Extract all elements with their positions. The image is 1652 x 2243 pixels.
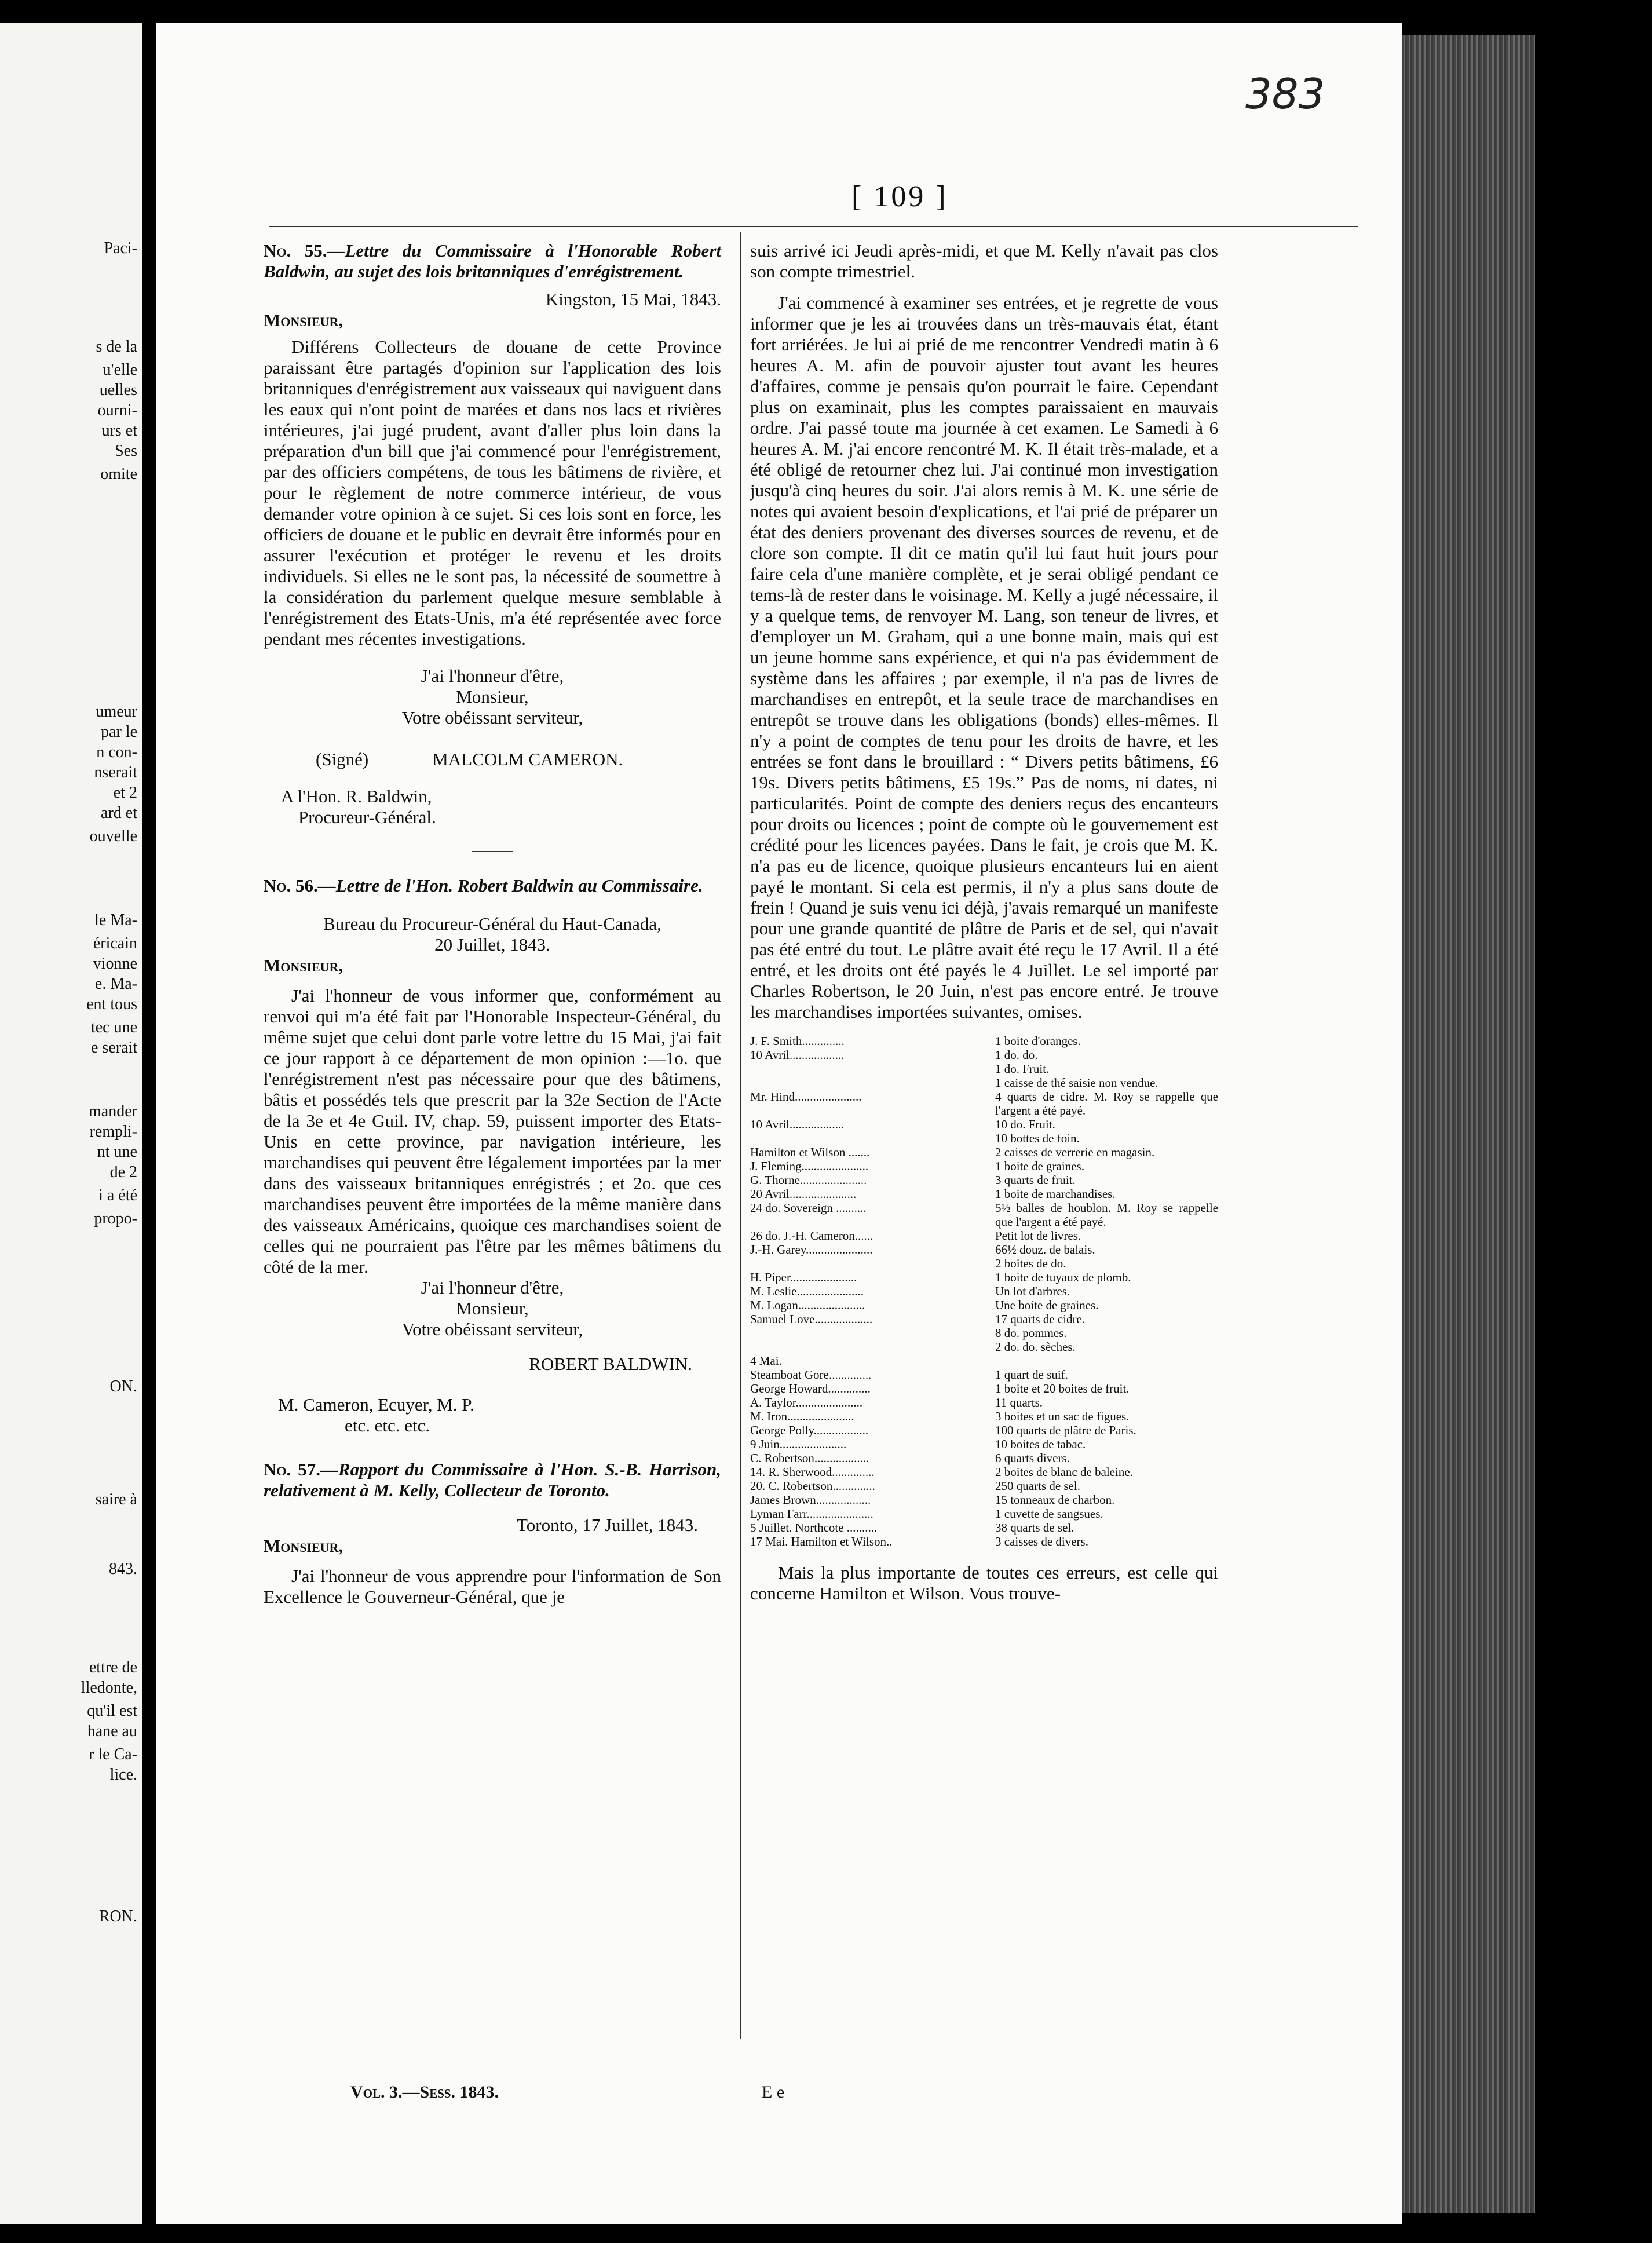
ledger-goods: 11 quarts. <box>995 1396 1043 1409</box>
facing-page-text-fragment: tec une <box>90 1018 137 1036</box>
ledger-importer: Hamilton et Wilson ....... <box>750 1145 870 1159</box>
ledger-goods: 1 boite et 20 boites de fruit. <box>995 1382 1130 1396</box>
ledger-importer: J. Fleming...................... <box>750 1159 869 1173</box>
ledger-row <box>750 1465 1218 1479</box>
ledger-goods: 100 quarts de plâtre de Paris. <box>995 1423 1136 1437</box>
ledger-row <box>750 1493 1218 1507</box>
ledger-goods: 10 boites de tabac. <box>995 1437 1086 1451</box>
ledger-importer <box>750 1340 995 1354</box>
ledger-importer: George Howard.............. <box>750 1382 871 1396</box>
ledger-row <box>750 1159 1218 1173</box>
ledger-importer: 17 Mai. Hamilton et Wilson.. <box>750 1535 893 1548</box>
ledger-importer: C. Robertson.................. <box>750 1451 869 1465</box>
ledger-row <box>750 1354 1218 1368</box>
ledger-row <box>750 1521 1218 1535</box>
letter-55-salutation: Monsieur, <box>264 310 343 330</box>
ledger-importer: M. Iron...................... <box>750 1409 854 1423</box>
facing-page-text-fragment: e serait <box>90 1039 137 1057</box>
binding-gutter <box>142 23 156 2224</box>
facing-page-text-fragment: r le Ca- <box>89 1745 137 1763</box>
omitted-goods-table <box>750 1034 1218 1548</box>
facing-page-text-fragment: omite <box>100 465 137 483</box>
ledger-importer: M. Logan...................... <box>750 1298 865 1312</box>
ledger-row <box>750 1507 1218 1521</box>
facing-page-text-fragment: ON. <box>109 1378 137 1396</box>
facing-page-text-fragment: rempli- <box>89 1123 137 1141</box>
ledger-importer <box>750 1062 995 1076</box>
ledger-goods: 1 boite de marchandises. <box>995 1187 1116 1201</box>
ledger-importer: J. F. Smith.............. <box>750 1034 845 1048</box>
ledger-row <box>750 1173 1218 1187</box>
facing-page-text-fragment: Ses <box>115 442 137 460</box>
ledger-body <box>750 1034 1218 1548</box>
letter-55-closing: J'ai l'honneur d'être, <box>421 666 564 686</box>
ledger-row <box>750 1090 1218 1117</box>
ledger-goods: 1 caisse de thé saisie non vendue. <box>995 1076 1158 1090</box>
ledger-goods: 2 do. do. sèches. <box>995 1340 1076 1354</box>
ledger-row <box>750 1326 1218 1340</box>
volume-label: Vol. 3.—Sess. 1843. <box>350 2083 499 2102</box>
facing-page-text-fragment: ourni- <box>97 401 137 419</box>
letter-55-recipient: A l'Hon. R. Baldwin, <box>281 786 432 806</box>
letter-55-signature-line <box>264 749 721 770</box>
facing-page-text-fragment: qu'il est <box>87 1702 137 1720</box>
ledger-row <box>750 1396 1218 1409</box>
ledger-row <box>750 1409 1218 1423</box>
ledger-importer: 20 Avril...................... <box>750 1187 857 1201</box>
ledger-goods: 5½ balles de houblon. M. Roy se rappelle que l'argent a été payé. <box>995 1201 1218 1229</box>
ledger-importer: 26 do. J.-H. Cameron...... <box>750 1229 873 1243</box>
ledger-goods: 4 quarts de cidre. M. Roy se rappelle que l'argent a été payé. <box>995 1090 1218 1117</box>
ledger-row <box>750 1187 1218 1201</box>
facing-page-text-fragment: nt une <box>97 1143 137 1161</box>
facing-page-text-fragment: urs et <box>101 422 137 440</box>
ledger-importer: Lyman Farr...................... <box>750 1507 873 1521</box>
letter-56-title: No. 56.—Lettre de l'Hon. Robert Baldwin au Commissaire. <box>264 875 703 896</box>
ledger-goods: 10 do. Fruit. <box>995 1117 1055 1131</box>
ledger-goods: 15 tonneaux de charbon. <box>995 1493 1115 1507</box>
ledger-importer: 9 Juin...................... <box>750 1437 847 1451</box>
ledger-importer: 5 Juillet. Northcote .......... <box>750 1521 878 1535</box>
ledger-goods: 38 quarts de sel. <box>995 1521 1074 1535</box>
letter-56-closing: J'ai l'honneur d'être, <box>421 1277 564 1298</box>
ledger-row <box>750 1298 1218 1312</box>
letter-57-body: J'ai l'honneur de vous apprendre pour l'information de Son Excellence le Gouverneur-Général, que je <box>264 1566 721 1607</box>
separator <box>472 851 513 852</box>
ledger-importer <box>750 1131 995 1145</box>
ledger-row <box>750 1312 1218 1326</box>
ledger-goods: 1 boite de graines. <box>995 1159 1084 1173</box>
volume-footer <box>350 2083 499 2102</box>
facing-page-text-fragment: ent tous <box>86 995 137 1013</box>
ledger-importer: James Brown.................. <box>750 1493 871 1507</box>
ledger-importer: George Polly.................. <box>750 1423 869 1437</box>
ledger-row <box>750 1256 1218 1270</box>
facing-page-text-fragment: lledonte, <box>81 1679 137 1697</box>
facing-page-text-fragment: lice. <box>109 1766 137 1784</box>
facing-page-text-fragment: s de la <box>96 338 137 356</box>
ledger-row <box>750 1535 1218 1548</box>
ledger-row <box>750 1076 1218 1090</box>
ledger-goods: 8 do. pommes. <box>995 1326 1067 1340</box>
ledger-importer <box>750 1256 995 1270</box>
ledger-goods: 1 boite d'oranges. <box>995 1034 1081 1048</box>
facing-page-text-fragment: le Ma- <box>94 911 137 929</box>
ledger-goods: 1 boite de tuyaux de plomb. <box>995 1270 1131 1284</box>
facing-page-text-fragment: et 2 <box>113 784 137 802</box>
ledger-importer: 24 do. Sovereign .......... <box>750 1201 867 1215</box>
ledger-importer: G. Thorne...................... <box>750 1173 867 1187</box>
ledger-row <box>750 1451 1218 1465</box>
letter-56-recipient: M. Cameron, Ecuyer, M. P. <box>278 1394 474 1415</box>
ledger-importer: A. Taylor...................... <box>750 1396 863 1409</box>
ledger-row <box>750 1423 1218 1437</box>
ledger-goods: 250 quarts de sel. <box>995 1479 1080 1493</box>
ledger-row <box>750 1062 1218 1076</box>
ledger-goods: 1 cuvette de sangsues. <box>995 1507 1103 1521</box>
ledger-goods: 17 quarts de cidre. <box>995 1312 1086 1326</box>
letter-55-closing-3: Votre obéissant serviteur, <box>401 707 583 728</box>
letter-57-continuation: suis arrivé ici Jeudi après-midi, et que M. Kelly n'avait pas clos son compte trimestriel. <box>750 240 1218 282</box>
facing-page-text-fragment: éricain <box>93 934 137 952</box>
ledger-importer: 4 Mai. <box>750 1354 782 1368</box>
ledger-goods: 1 do. Fruit. <box>995 1062 1050 1076</box>
ledger-row <box>750 1243 1218 1256</box>
column-divider <box>740 232 741 2039</box>
letter-55-closing-2: Monsieur, <box>456 686 529 707</box>
letter-56-closing-2: Monsieur, <box>456 1298 529 1318</box>
facing-page-text-fragment: hane au <box>87 1722 137 1740</box>
letter-55-title: No. 55.—Lettre du Commissaire à l'Honorable Robert Baldwin, au sujet des lois britanniques d'enrégistrement. <box>264 240 721 282</box>
letter-56-body: J'ai l'honneur de vous informer que, conformément au renvoi qui m'a été fait par l'Honorable Inspecteur-Général, du même sujet que celui dont parle votre lettre du 15 Mai, j'ai fait ce jour rapport à ce département de mon opinion :—1o. que l'enrégistrement n'est pas nécessaire pour que des bâtimens, bâtis et possédés tels que prescrit par la 32e Section de l'Acte de la 3e et 4e Guil. IV, chap. 59, puissent importer des Etats-Unis en cette province, par navigation intérieure, les marchandises qui peuvent être légalement importées par la mer dans des vaisseaux britanniques enrégistrés ; et 2o. que ces marchandises peuvent être importées de la même manière dans des vaisseaux Américains, quoique ces marchandises soient de celles qui ne pourraient pas l'être par les mêmes bâtimens du côté de la mer. <box>264 985 721 1277</box>
ledger-row <box>750 1201 1218 1229</box>
ledger-goods: 10 bottes de foin. <box>995 1131 1080 1145</box>
facing-page-fragment <box>0 23 142 2224</box>
ledger-importer: J.-H. Garey...................... <box>750 1243 873 1256</box>
ledger-row <box>750 1048 1218 1062</box>
ledger-importer: 10 Avril.................. <box>750 1117 845 1131</box>
ledger-goods: 1 do. do. <box>995 1048 1038 1062</box>
facing-page-text-fragment: par le <box>101 723 137 741</box>
ledger-row <box>750 1229 1218 1243</box>
header-rule <box>269 226 1358 228</box>
ledger-importer: Steamboat Gore.............. <box>750 1368 872 1382</box>
ledger-goods: 2 caisses de verrerie en magasin. <box>995 1145 1155 1159</box>
facing-page-text-fragment: umeur <box>96 703 137 721</box>
ledger-importer <box>750 1076 995 1090</box>
ledger-row <box>750 1131 1218 1145</box>
letter-57-salutation: Monsieur, <box>264 1536 343 1556</box>
letter-55-place-date: Kingston, 15 Mai, 1843. <box>545 289 721 309</box>
facing-page-text-fragment: Paci- <box>104 239 137 257</box>
letter-57-paragraph: J'ai commencé à examiner ses entrées, et je regrette de vous informer que je les ai trouvées dans un très-mauvais état, étant fort arriérées. Je lui ai prié de me rencontrer Vendredi matin à 6 heures A. M. afin de pouvoir ajuster tout avant les heures d'affaires, comme je pensais qu'on pourrait le faire. Cependant plus on examinait, plus les comptes paraissaient en mauvais ordre. J'ai passé toute ma journée à cet examen. Le Samedi à 6 heures A. M. j'ai encore rencontré M. K. Il était très-malade, et a été obligé de retourner chez lui. J'ai continué mon investigation jusqu'à cinq heures du soir. J'ai alors remis à M. K. une série de notes qui avaient besoin d'explications, et l'ai prié de préparer un état des deniers provenant des diverses sources de revenu, et de clore son compte. Il dit ce matin qu'il lui faut huit jours pour faire cela d'une manière complète, et je serai obligé pendant ce tems-là de rester dans le voisinage. M. Kelly a jugé nécessaire, il y a quelque tems, de renvoyer M. Lang, son teneur de livres, et d'employer un M. Graham, qui a une bonne main, mais qui est un jeune homme sans expérience, et qui n'a pas évidemment de système dans les affaires ; par exemple, il n'a pas de livres de marchandises en entrepôt, et la seule trace de marchandises en entrepôt se trouve dans les obligations (bonds) elles-mêmes. Il n'y a point de comptes de tenu pour les droits de havre, et les entrées se font dans le brouillard : “ Divers petits bâtimens, £6 19s. Divers petits bâtimens, £5 19s.” Pas de noms, ni dates, ni particularités. Point de compte des deniers reçus des encanteurs pour droits ou licences ; point de compte où le gouvernement est crédité pour les licences payées. Dans le fait, je crois que M. K. n'a pas eu de licence, quoique plusieurs encanteurs lui en aient payé le montant. Si cela est permis, il n'y a plus sans doute de frein ! Quand je suis venu ici déjà, j'avais remarqué un manifeste pour une grande quantité de plâtre de Paris et de sel, qui n'avait pas été entré du tout. Le plâtre avait été reçu le 17 Avril. Il a été entré, et les droits ont été payés le 4 Juillet. Le sel importé par Charles Robertson, le 20 Juin, n'est pas encore entré. Je trouve les marchandises importées suivantes, omises. <box>750 293 1218 1022</box>
letter-56-date: 20 Juillet, 1843. <box>434 934 550 955</box>
ledger-importer: 10 Avril.................. <box>750 1048 845 1062</box>
signe-label: (Signé) <box>316 749 369 769</box>
letter-56-salutation: Monsieur, <box>264 955 343 976</box>
facing-page-text-fragment: nserait <box>94 764 137 781</box>
ledger-row <box>750 1270 1218 1284</box>
facing-page-text-fragment: ettre de <box>89 1658 137 1676</box>
facing-page-text-fragment: RON. <box>98 1908 137 1926</box>
ledger-row <box>750 1284 1218 1298</box>
ledger-goods: 1 quart de suif. <box>995 1368 1068 1382</box>
letter-57-final-paragraph: Mais la plus importante de toutes ces erreurs, est celle qui concerne Hamilton et Wilson. Vous trouve- <box>750 1562 1218 1603</box>
ledger-goods: Petit lot de livres. <box>995 1229 1081 1243</box>
ledger-goods: 2 boites de do. <box>995 1256 1066 1270</box>
ledger-goods: 6 quarts divers. <box>995 1451 1070 1465</box>
ledger-row <box>750 1117 1218 1131</box>
ledger-importer: Mr. Hind...................... <box>750 1090 862 1104</box>
facing-page-text-fragment: e. Ma- <box>94 975 137 993</box>
ledger-importer: M. Leslie...................... <box>750 1284 864 1298</box>
ledger-goods: 3 caisses de divers. <box>995 1535 1088 1548</box>
facing-page-text-fragment: u'elle <box>103 361 137 379</box>
letter-55-recipient-title: Procureur-Général. <box>298 807 436 827</box>
ledger-row <box>750 1479 1218 1493</box>
ledger-goods: 3 boites et un sac de figues. <box>995 1409 1130 1423</box>
signature-mark: E e <box>762 2083 785 2102</box>
letter-56-recipient-etc: etc. etc. etc. <box>345 1415 430 1435</box>
facing-page-text-fragment: de 2 <box>109 1163 137 1181</box>
ledger-row <box>750 1034 1218 1048</box>
facing-page-text-fragment: ouvelle <box>89 827 137 845</box>
ledger-goods <box>995 1354 1218 1368</box>
ledger-row <box>750 1382 1218 1396</box>
facing-page-text-fragment: ard et <box>101 804 137 822</box>
facing-page-text-fragment: mander <box>89 1102 137 1120</box>
ledger-row <box>750 1145 1218 1159</box>
facing-page-text-fragment: n con- <box>96 743 137 761</box>
facing-page-text-fragment: vionne <box>93 955 137 973</box>
document-page <box>156 23 1402 2224</box>
ledger-goods: Une boite de graines. <box>995 1298 1099 1312</box>
ledger-importer: Samuel Love................... <box>750 1312 873 1326</box>
facing-page-text-fragment: uelles <box>99 381 137 399</box>
letter-57-title: No. 57.—Rapport du Commissaire à l'Hon. S.-B. Harrison, relativement à M. Kelly, Collecteur de Toronto. <box>264 1459 722 1500</box>
ledger-row <box>750 1340 1218 1354</box>
facing-page-text-fragment: 843. <box>109 1560 137 1578</box>
ledger-goods: 2 boites de blanc de baleine. <box>995 1465 1133 1479</box>
left-column <box>264 240 721 1608</box>
book-page-edges <box>1402 35 1535 2213</box>
facing-page-text-fragment: i a été <box>98 1186 137 1204</box>
letter-56-closing-3: Votre obéissant serviteur, <box>401 1319 583 1339</box>
ledger-row <box>750 1368 1218 1382</box>
signature-baldwin: ROBERT BALDWIN. <box>529 1354 692 1374</box>
ledger-goods: Un lot d'arbres. <box>995 1284 1070 1298</box>
ledger-importer <box>750 1326 995 1340</box>
ledger-goods: 3 quarts de fruit. <box>995 1173 1076 1187</box>
facing-page-text-fragment: saire à <box>95 1491 137 1508</box>
facing-page-text-fragment: propo- <box>94 1210 137 1228</box>
page-number: [ 109 ] <box>851 180 948 213</box>
letter-56-place: Bureau du Procureur-Général du Haut-Canada, <box>323 914 661 934</box>
ledger-importer: 14. R. Sherwood.............. <box>750 1465 875 1479</box>
ledger-importer: H. Piper...................... <box>750 1270 857 1284</box>
ledger-goods: 66½ douz. de balais. <box>995 1243 1095 1256</box>
letter-55-body: Différens Collecteurs de douane de cette Province paraissant être partagés d'opinion sur l'application des lois britanniques d'enrégistrement aux vaisseaux qui naviguent dans les eaux qui n'ont point de marées et dans nos lacs et rivières intérieures, j'ai jugé prudent, avant d'aller plus loin dans la préparation d'un bill que j'ai commencé pour l'enrégistrement, par des officiers compétens, de tous les bâtimens de rivière, et pour le règlement de notre commerce intérieur, de vous demander votre opinion à ce sujet. Si ces lois sont en force, les officiers de douane et le public en devrait être informés pour en assurer l'exécution et protéger le revenu et les droits individuels. Si elles ne le sont pas, la nécessité de soumettre à la considération du parlement quelque mesure semblable à l'enrégistrement des Etats-Unis, m'a été représentée avec force pendant mes récentes investigations. <box>264 337 721 649</box>
signature-cameron: MALCOLM CAMERON. <box>432 749 623 769</box>
ledger-row <box>750 1437 1218 1451</box>
handwritten-page-number: 383 <box>1245 70 1325 118</box>
letter-57-place-date: Toronto, 17 Juillet, 1843. <box>517 1515 698 1535</box>
ledger-importer: 20. C. Robertson.............. <box>750 1479 875 1493</box>
right-column <box>750 240 1218 1604</box>
